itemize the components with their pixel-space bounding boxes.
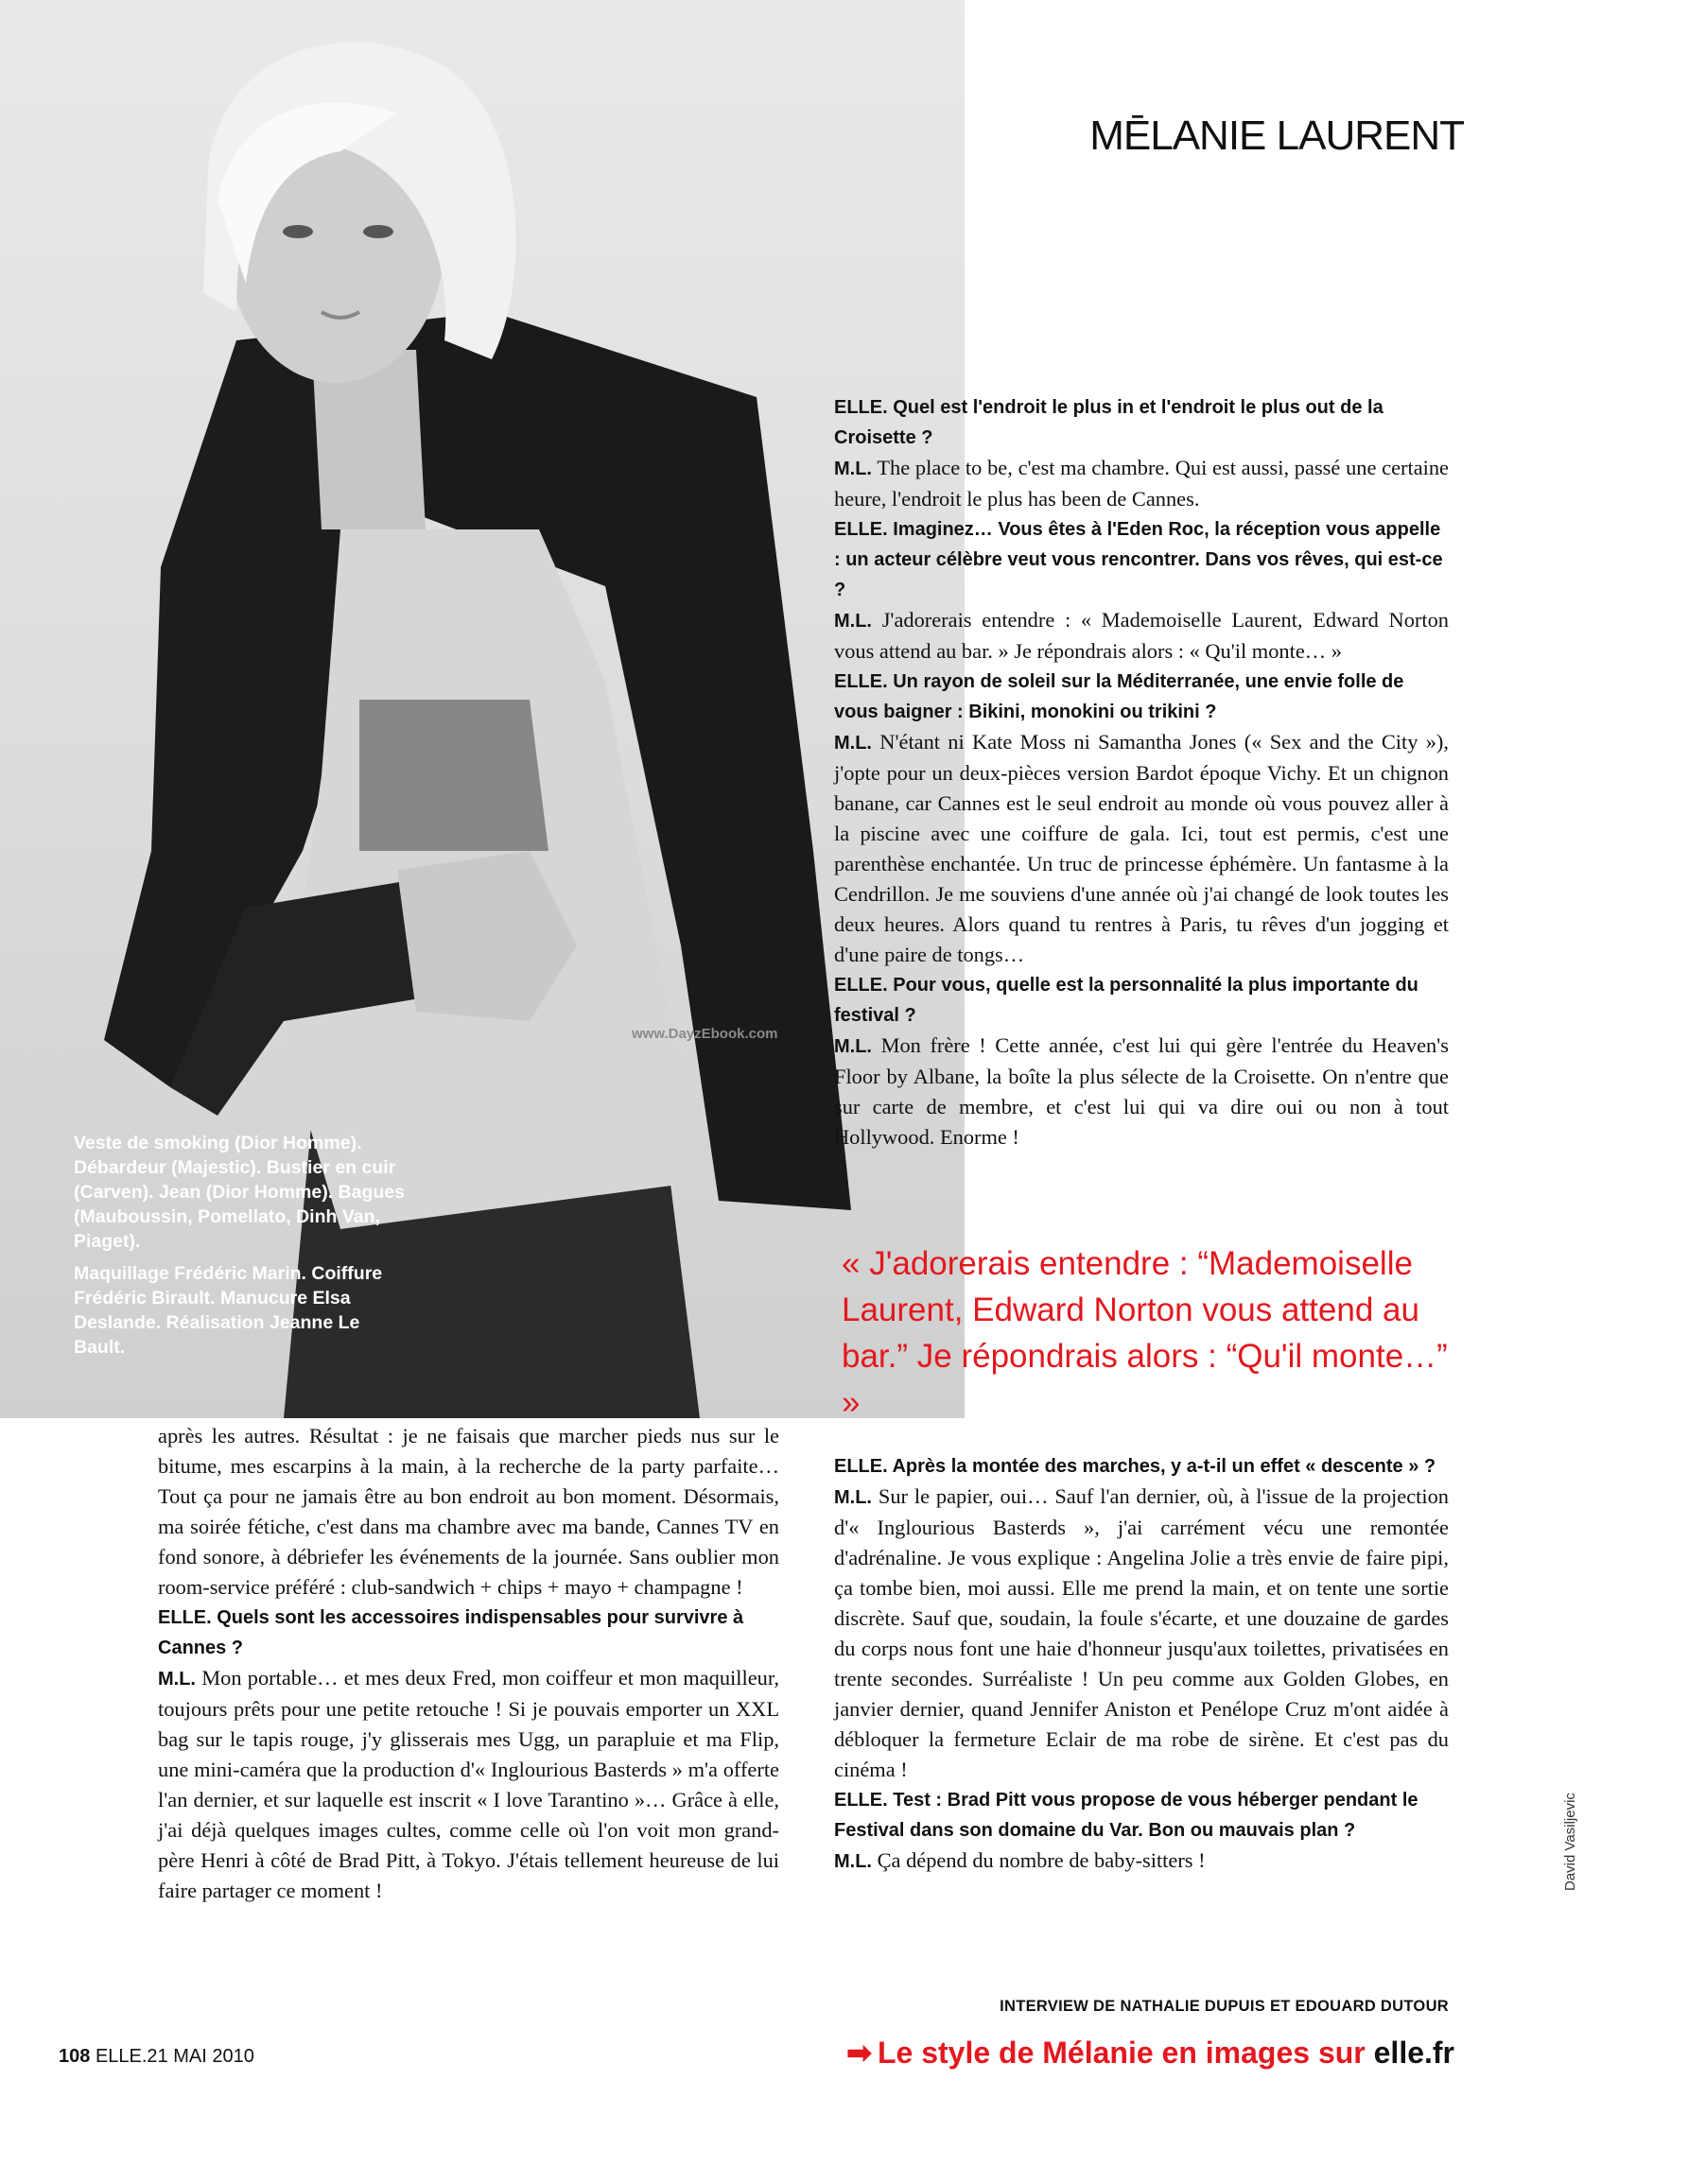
page-footer bbox=[59, 2046, 254, 2068]
answer bbox=[834, 453, 1449, 514]
question: ELLE. Quel est l'endroit le plus in et l'endroit le plus out de la Croisette ? bbox=[834, 397, 1383, 448]
answer bbox=[158, 1663, 779, 1906]
question: ELLE. Pour vous, quelle est la personnalité la plus importante du festival ? bbox=[834, 975, 1418, 1026]
answer-text: Sur le papier, oui… Sauf l'an dernier, où, à l'issue de la projection d'« Inglourious Basterds », j'ai carrément vécu une remontée d'adrénaline. Je vous explique : Angelina Jolie a très envie de faire pipi, ça tombe bien, moi aussi. Elle me prend la main, et on tente une sortie discrète. Sauf que, soudain, la foule s'écarte, et une douzaine de gardes du corps nous font une haie d'honneur jusqu'aux toilettes, privatisées en trente secondes. Surréaliste ! Un peu comme aux Golden Globes, en janvier dernier, quand Jennifer Aniston et Penélope Cruz m'ont aidée à débloquer la fermeture Eclair de ma robe de sirène. Et c'est pas du cinéma ! bbox=[834, 1484, 1449, 1781]
interview-column-right-top bbox=[834, 392, 1449, 1153]
promo-site: elle.fr bbox=[1373, 2036, 1454, 2070]
pull-quote: « J'adorerais entendre : “Mademoiselle Laurent, Edward Norton vous attend au bar.” Je répondrais alors : “Qu'il monte…” » bbox=[842, 1245, 1448, 1421]
promo-text: Le style de Mélanie en images sur bbox=[877, 2036, 1366, 2070]
issue-date: ELLE.21 MAI 2010 bbox=[95, 2046, 254, 2067]
speaker: M.L. bbox=[834, 1851, 872, 1872]
speaker: M.L. bbox=[158, 1669, 196, 1690]
answer bbox=[834, 1846, 1449, 1877]
photo-caption bbox=[74, 1131, 414, 1367]
answer-text: Mon portable… et mes deux Fred, mon coiffeur et mon maquilleur, toujours prêts pour une petite retouche ! Si je pouvais emporter un XXL bag sur le tapis rouge, j'y glisserais mes Ugg, un parapluie et ma Flip, une mini-caméra que la production d'« Inglourious Basterds » m'a offerte l'an dernier, et sur laquelle est inscrit « I love Tarantino »… Grâce à elle, j'ai déjà quelques images cultes, comme celle où l'on voit mon grand-père Henri à côté de Brad Pitt, à Tokyo. J'étais tellement heureuse de lui faire partager ce moment ! bbox=[158, 1666, 779, 1902]
web-promo-link[interactable] bbox=[846, 2035, 1454, 2071]
answer bbox=[834, 1482, 1449, 1785]
interview-column-left bbox=[158, 1421, 779, 1906]
answer bbox=[834, 727, 1449, 970]
photographer-credit: David Vasiljevic bbox=[1562, 1793, 1578, 1891]
answer-text: Ça dépend du nombre de baby-sitters ! bbox=[877, 1848, 1206, 1872]
answer-text: N'étant ni Kate Moss ni Samantha Jones (« Sex and the City »), j'opte pour un deux-pièces version Bardot époque Vichy. Et un chignon banane, car Cannes est le seul endroit au monde où vous pouvez aller à la piscine avec une coiffure de gala. Ici, tout est permis, c'est une parenthèse enchantée. Un truc de princesse éphémère. Un fantasme à la Cendrillon. Je me souviens d'une année où j'ai changé de look toutes les deux heures. Alors quand tu rentres à Paris, tu rêves d'un jogging et d'une paire de tongs… bbox=[834, 730, 1449, 966]
answer bbox=[834, 605, 1449, 667]
answer-continued: après les autres. Résultat : je ne faisais que marcher pieds nus sur le bitume, mes escarpins à la main, à la recherche de la party parfaite… Tout ça pour ne jamais être au bon endroit au bon moment. Désormais, ma soirée fétiche, c'est dans ma chambre avec ma bande, Cannes TV en fond sonore, à débriefer les événements de la journée. Sans oublier mon room-service préféré : club-sandwich + chips + mayo + champagne ! bbox=[158, 1424, 779, 1599]
caption-credits: Maquillage Frédéric Marin. Coiffure Frédéric Birault. Manucure Elsa Deslande. Réalisation Jeanne Le Bault. bbox=[74, 1263, 383, 1358]
interview-column-right-bottom bbox=[834, 1451, 1449, 1877]
answer bbox=[834, 1031, 1449, 1153]
answer-text: The place to be, c'est ma chambre. Qui est aussi, passé une certaine heure, l'endroit le plus has been de Cannes. bbox=[834, 456, 1449, 511]
question: ELLE. Un rayon de soleil sur la Méditerranée, une envie folle de vous baigner : Bikini, monokini ou trikini ? bbox=[834, 671, 1404, 722]
answer-text: J'adorerais entendre : « Mademoiselle Laurent, Edward Norton vous attend au bar. » Je répondrais alors : « Qu'il monte… » bbox=[834, 608, 1449, 663]
question: ELLE. Après la montée des marches, y a-t-il un effet « descente » ? bbox=[834, 1456, 1436, 1477]
caption-clothing: Veste de smoking (Dior Homme). Débardeur (Majestic). Bustier en cuir (Carven). Jean (Dior Homme). Bagues (Mauboussin, Pomellato, Dinh Van, Piaget). bbox=[74, 1133, 406, 1252]
page-number: 108 bbox=[59, 2046, 91, 2067]
speaker: M.L. bbox=[834, 611, 872, 632]
watermark: www.DayzEbook.com bbox=[632, 1026, 778, 1042]
question: ELLE. Test : Brad Pitt vous propose de vous héberger pendant le Festival dans son domaine du Var. Bon ou mauvais plan ? bbox=[834, 1790, 1418, 1841]
arrow-right-icon: ➡ bbox=[846, 2036, 872, 2070]
speaker: M.L. bbox=[834, 1036, 872, 1057]
question: ELLE. Quels sont les accessoires indispensables pour survivre à Cannes ? bbox=[158, 1607, 744, 1658]
speaker: M.L. bbox=[834, 733, 872, 754]
page-title: MĒLANIE LAURENT bbox=[1089, 113, 1464, 160]
speaker: M.L. bbox=[834, 1487, 872, 1508]
answer-text: Mon frère ! Cette année, c'est lui qui gère l'entrée du Heaven's Floor by Albane, la boîte la plus sélecte de la Croisette. On n'entre que sur carte de membre, et c'est lui qui va dire oui ou non à tout Hollywood. Enorme ! bbox=[834, 1033, 1449, 1149]
question: ELLE. Imaginez… Vous êtes à l'Eden Roc, la réception vous appelle : un acteur célèbre veut vous rencontrer. Dans vos rêves, qui est-ce ? bbox=[834, 519, 1443, 600]
interview-credit: INTERVIEW DE NATHALIE DUPUIS ET EDOUARD DUTOUR bbox=[1000, 1998, 1449, 2015]
speaker: M.L. bbox=[834, 459, 872, 479]
